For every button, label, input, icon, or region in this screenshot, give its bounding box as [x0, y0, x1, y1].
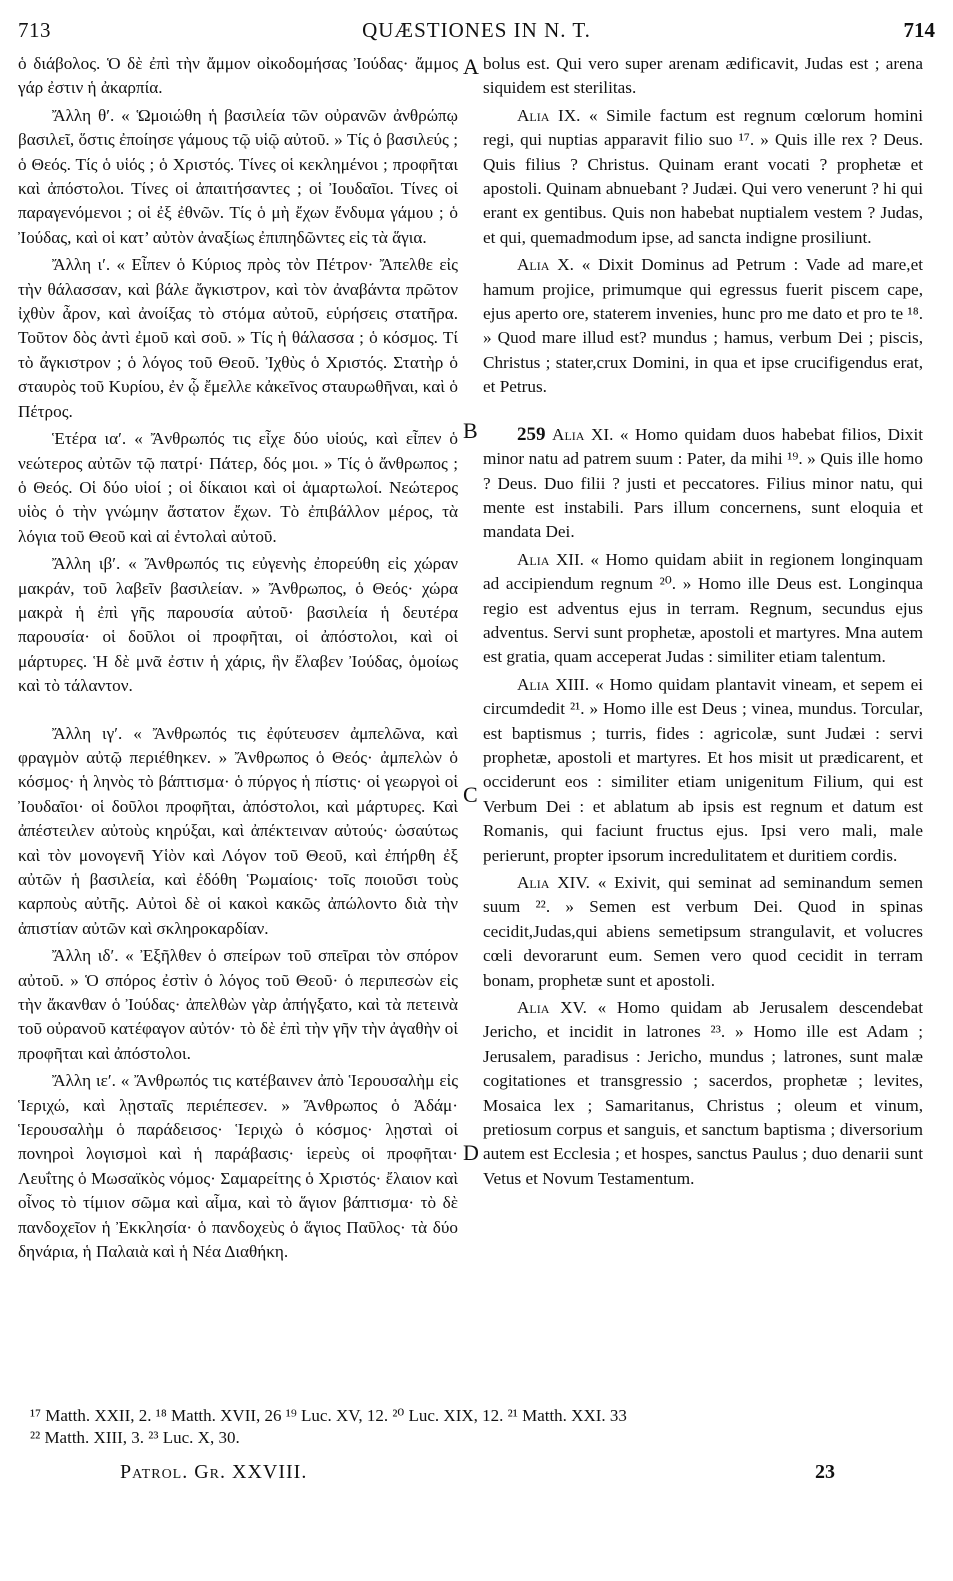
- latin-paragraph: Alia XIV. « Exivit, qui seminat ad seminandum semen suum ²². » Semen est verbum Dei. Quod in spinas cecidit,Judas,qui abiens semetipsum strangulavit, et volucres cœli devorarunt eum. Semen vero quod cecidit in terram bonam, prophetæ sunt et apostoli.: [483, 873, 924, 990]
- latin-paragraph: Alia IX. « Simile factum est regnum cœlorum homini regi, qui nuptias apparavit filio suo ¹⁷. » Quis ille rex ? Deus. Quis filius ? Christus. Quinam erant vocati ? prophetæ et apostoli. Quinam abnuebant ? Judæi. Qui vero venerunt ? hi qui erant ex gentibus. Quis non habebat nuptialem vestem ? Judas, et qui, quemadmodum ipse, ad sancta indigne prosiliunt.: [483, 105, 924, 247]
- latin-paragraph: Alia XV. « Homo quidam ab Jerusalem descendebat Jericho, et incidit in latrones ²³. » Homo ille est Adam ; Jerusalem, paradisus : Jericho, mundus ; latrones, sunt malæ cogitationes et transgressio ; sacerdos, prophetæ ; levites, Mosaica lex ; Samaritanus, Christus ; oleum et vinum, pretiosum corpus et sanguis, et sanctum baptisma ; diversorium autem est Ecclesia ; et hospes, sanctus Paulus ; duo denarii sunt Vetus et Novum Testamentum.: [483, 998, 924, 1188]
- margin-letter-d: D: [463, 1140, 479, 1165]
- margin-letter-c: C: [463, 782, 478, 807]
- greek-paragraph: Ἄλλη ιγ′. « Ἄνθρωπός τις ἐφύτευσεν ἀμπελῶνα, καὶ φραγμὸν αὐτῷ περιέθηκεν. » Ἄνθρωπος ὁ Θεός· ἀμπελὼν ὁ κόσμος· ἡ ληνὸς τὸ βάπτισμα· ὁ πύργος ἡ πίστις· οἱ γεωργοὶ οἱ Ἰουδαῖοι· οἱ δοῦλοι προφῆται, ἀπόστολοι, καὶ μάρτυρες. Καὶ ἀπέστειλεν αὐτοὺς κηρύξαι, καὶ ἀπέκτειναν αὐτούς· ὡσαύτως καὶ τὸν μονογενῆ Υἱὸν καὶ Λόγον τοῦ Θεοῦ, καὶ ἐπήρθη ἐξ αὐτῶν ἡ βασιλεία, καὶ ἐδόθη Ῥωμαίοις· τοῖς ποιοῦσι τοὺς καρποὺς αὐτῆς. Αὐτοὶ δὲ οἱ κακοὶ κακῶς ἀπώλοντο διὰ τὴν ἀπιστίαν αὐτῶν καὶ σκληροκαρδίαν.: [18, 723, 458, 938]
- greek-paragraph: Ἄλλη ιδ′. « Ἐξῆλθεν ὁ σπείρων τοῦ σπεῖραι τὸν σπόρον αὐτοῦ. » Ὁ σπόρος ἐστὶν ὁ λόγος τοῦ Θεοῦ· ὁ περιπεσὼν εἰς τὴν ἄκανθαν ὁ Ἰούδας· ἀπελθὼν γὰρ ἀπήγξατο, καὶ τὰ πετεινὰ τοῦ οὐρανοῦ κατέφαγον αὐτόν· τὸ δὲ ἐπὶ τὴν γῆν τὴν ἀγαθὴν οἱ προφῆται καὶ ἀπόστολοι.: [18, 946, 458, 1063]
- footer-signature: Patrol. Gr. XXVIII.: [120, 1461, 308, 1483]
- footnote-line: ¹⁷ Matth. XXII, 2. ¹⁸ Matth. XVII, 26 ¹⁹ Luc. XV, 12. ²⁰ Luc. XIX, 12. ²¹ Matth. XXI. 33: [30, 1406, 627, 1425]
- latin-paragraph: 259 Alia XI. « Homo quidam duos habebat filios, Dixit minor natu ad patrem suum : Pater, da mihi ¹⁹. » Quis ille homo ? Deus. Duo filii ? justi et peccatores. Filius minor natu, qui mente est instabili. Pars illum concernens, sunt eloquia et mandata Dei.: [483, 423, 924, 542]
- section-label: Alia XII.: [517, 549, 584, 569]
- greek-paragraph: Ἄλλη ι′. « Εἶπεν ὁ Κύριος πρὸς τὸν Πέτρον· Ἄπελθε εἰς τὴν θάλασσαν, καὶ βάλε ἄγκιστρον, καὶ τὸν ἀναβάντα πρῶτον ἰχθὺν ἆρον, καὶ ἀνοίξας τὸ στόμα αὐτοῦ, εὑρήσεις στατῆρα. Τοῦτον δὸς ἀντὶ ἐμοῦ καὶ σοῦ. » Τίς ἡ θάλασσα ; ὁ κόσμος. Τί τὸ ἄγκιστρον ; ὁ λόγος τοῦ Θεοῦ. Ἰχθὺς ὁ Χριστός. Στατὴρ ὁ σταυρὸς τοῦ Κυρίου, ἐν ᾧ ἔμελλε κἀκεῖνος σταυρωθῆναι, καὶ ὁ Πέτρος.: [18, 255, 458, 421]
- column-number: 259: [517, 423, 546, 445]
- section-label: Alia XI.: [552, 424, 614, 444]
- latin-paragraph: Alia XIII. « Homo quidam plantavit vineam, et sepem ei circumdedit ²¹. » Homo ille est Deus ; vinea, mundus. Torcular, est baptismus ; turris, fides : agricolæ, sunt Judæi : servi prophetæ, apostoli et martyres. Et hos misit ut prædicarent, et occiderunt eos : similiter etiam unigenitum Filium, qui est Verbum Dei : et ablatum ab ipsis est regnum et datum est Romanis, qui faciunt fructus ejus. Ipsi vero mali, male perierunt, propter ipsorum incredulitatem et duritiem cordis.: [483, 674, 923, 865]
- section-label: Alia XIII.: [517, 674, 590, 694]
- section-label: Alia X.: [517, 255, 574, 275]
- greek-paragraph: ὁ διάβολος. Ὁ δὲ ἐπὶ τὴν ἄμμον οἰκοδομήσας Ἰούδας· ἄμμος γάρ ἐστιν ἡ ἀκαρπία.: [18, 54, 458, 98]
- footnotes: [30, 1405, 923, 1449]
- page-number-right: 714: [903, 18, 935, 42]
- greek-paragraph: Ἄλλη ιβ′. « Ἄνθρωπός τις εὐγενὴς ἐπορεύθη εἰς χώραν μακράν, τοῦ λαβεῖν βασιλείαν. » Ἄνθρωπος, ὁ Θεός· χώρα μακρὰ ἡ ἐπὶ γῆς παρουσία αὐτοῦ· βασιλεία ἡ δευτέρα παρουσία· οἱ δοῦλοι οἱ προφῆται, οἱ ἀπόστολοι, καὶ οἱ μάρτυρες. Ἡ δὲ μνᾶ ἐστιν ἡ χάρις, ἣν ἔλαβεν Ἰούδας, ὁμοίως καὶ τὸ τάλαντον.: [18, 554, 458, 696]
- greek-paragraph: Ἄλλη ιε′. « Ἄνθρωπός τις κατέβαινεν ἀπὸ Ἱερουσαλὴμ εἰς Ἱεριχώ, καὶ λῃσταῖς περιέπεσεν. » Ἄνθρωπος ὁ Ἀδάμ· Ἱερουσαλὴμ ὁ παράδεισος· Ἱεριχὼ ὁ κόσμος· λῃσταὶ οἱ πονηροὶ λογισμοὶ καὶ ἡ παράβασις· ἱερεὺς οἱ προφῆται· Λευΐτης ὁ Μωσαϊκὸς νόμος· Σαμαρείτης ὁ Χριστός· ἔλαιον καὶ οἶνος τὸ τίμιον σῶμα καὶ αἷμα, καὶ τὸ ἅγιον βάπτισμα· τὸ δὲ πανδοχεῖον ἡ Ἐκκλησία· ὁ πανδοχεὺς ὁ ἅγιος Παῦλος· τὰ δύο δηνάρια, ἡ Παλαιὰ καὶ ἡ Νέα Διαθήκη.: [18, 1071, 458, 1262]
- margin-letter-a: A: [463, 54, 479, 79]
- greek-paragraph: Ἄλλη θ′. « Ὡμοιώθη ἡ βασιλεία τῶν οὐρανῶν ἀνθρώπῳ βασιλεῖ, ὅστις ἐποίησε γάμους τῷ υἱῷ αὐτοῦ. » Τίς ὁ βασιλεύς ; ὁ Θεός. Τίς ὁ υἱός ; ὁ Χριστός. Τίνες οἱ κεκλημένοι ; προφῆται καὶ ἀπόστολοι. Τίνες οἱ ἀπαιτήσαντες ; οἱ Ἰουδαῖοι. Τίνες οἱ παραγενόμενοι ; οἱ ἐξ ἐθνῶν. Τίς ὁ μὴ ἔχων ἔνδυμα γάμου ; ὁ Ἰούδας, καὶ οἱ κατ’ αὐτὸν ἀναξίως ἐπιπηδῶντες εἰς τὰ ἅγια.: [18, 105, 458, 247]
- greek-paragraph: Ἑτέρα ια′. « Ἄνθρωπός τις εἶχε δύο υἱούς, καὶ εἶπεν ὁ νεώτερος αὐτῶν τῷ πατρί· Πάτερ, δός μοι. » Τίς ὁ ἄνθρωπος ; ὁ Θεός. Οἱ δύο υἱοί ; οἱ δίκαιοι καὶ οἱ ἁμαρτωλοί. Νεώτερος υἱὸς ὁ τὴν γνώμην ἄστατον ἔχων. Τὸ ἐπιβάλλον μέρος, τὰ λόγια τοῦ Θεοῦ καὶ αἱ ἐντολαὶ αὐτοῦ.: [18, 429, 458, 546]
- footnote-line: ²² Matth. XIII, 3. ²³ Luc. X, 30.: [30, 1428, 240, 1447]
- section-label: Alia XIV.: [517, 873, 590, 892]
- running-title: QUÆSTIONES IN N. T.: [362, 18, 591, 42]
- latin-paragraph: Alia X. « Dixit Dominus ad Petrum : Vade ad mare,et hamum projice, primumque qui egressus fuerit piscem cape, ejus aperto ore, staterem invenies, hunc pro me dato et pro te ¹⁸. » Quod mare illud est? mundus ; hamus, verbum Dei ; piscis, Christus ; stater,crux Domini, in qua et ipse crucifigendus erat, et Petrus.: [483, 255, 923, 397]
- latin-paragraph: Alia XII. « Homo quidam abiit in regionem longinquam ad accipiendum regnum ²⁰. » Homo ille Deus est. Longinqua regio est adventus ejus in terram. Regnum, secundus ejus adventus. Servi sunt prophetæ, apostoli et martyres. Mna autem est gratia, quam acceperat Judas : similiter etiam talentum.: [483, 549, 923, 667]
- latin-paragraph: bolus est. Qui vero super arenam ædificavit, Judas est ; arena siquidem est sterilitas.: [483, 54, 923, 98]
- latin-column: [483, 52, 923, 1194]
- page-number-left: 713: [18, 18, 51, 42]
- margin-letter-b: B: [463, 418, 478, 443]
- section-label: Alia IX.: [517, 105, 581, 125]
- greek-column: [18, 52, 458, 1268]
- section-label: Alia XV.: [517, 998, 587, 1018]
- footer-sheet-number: 23: [815, 1461, 835, 1483]
- page-header: [18, 18, 935, 44]
